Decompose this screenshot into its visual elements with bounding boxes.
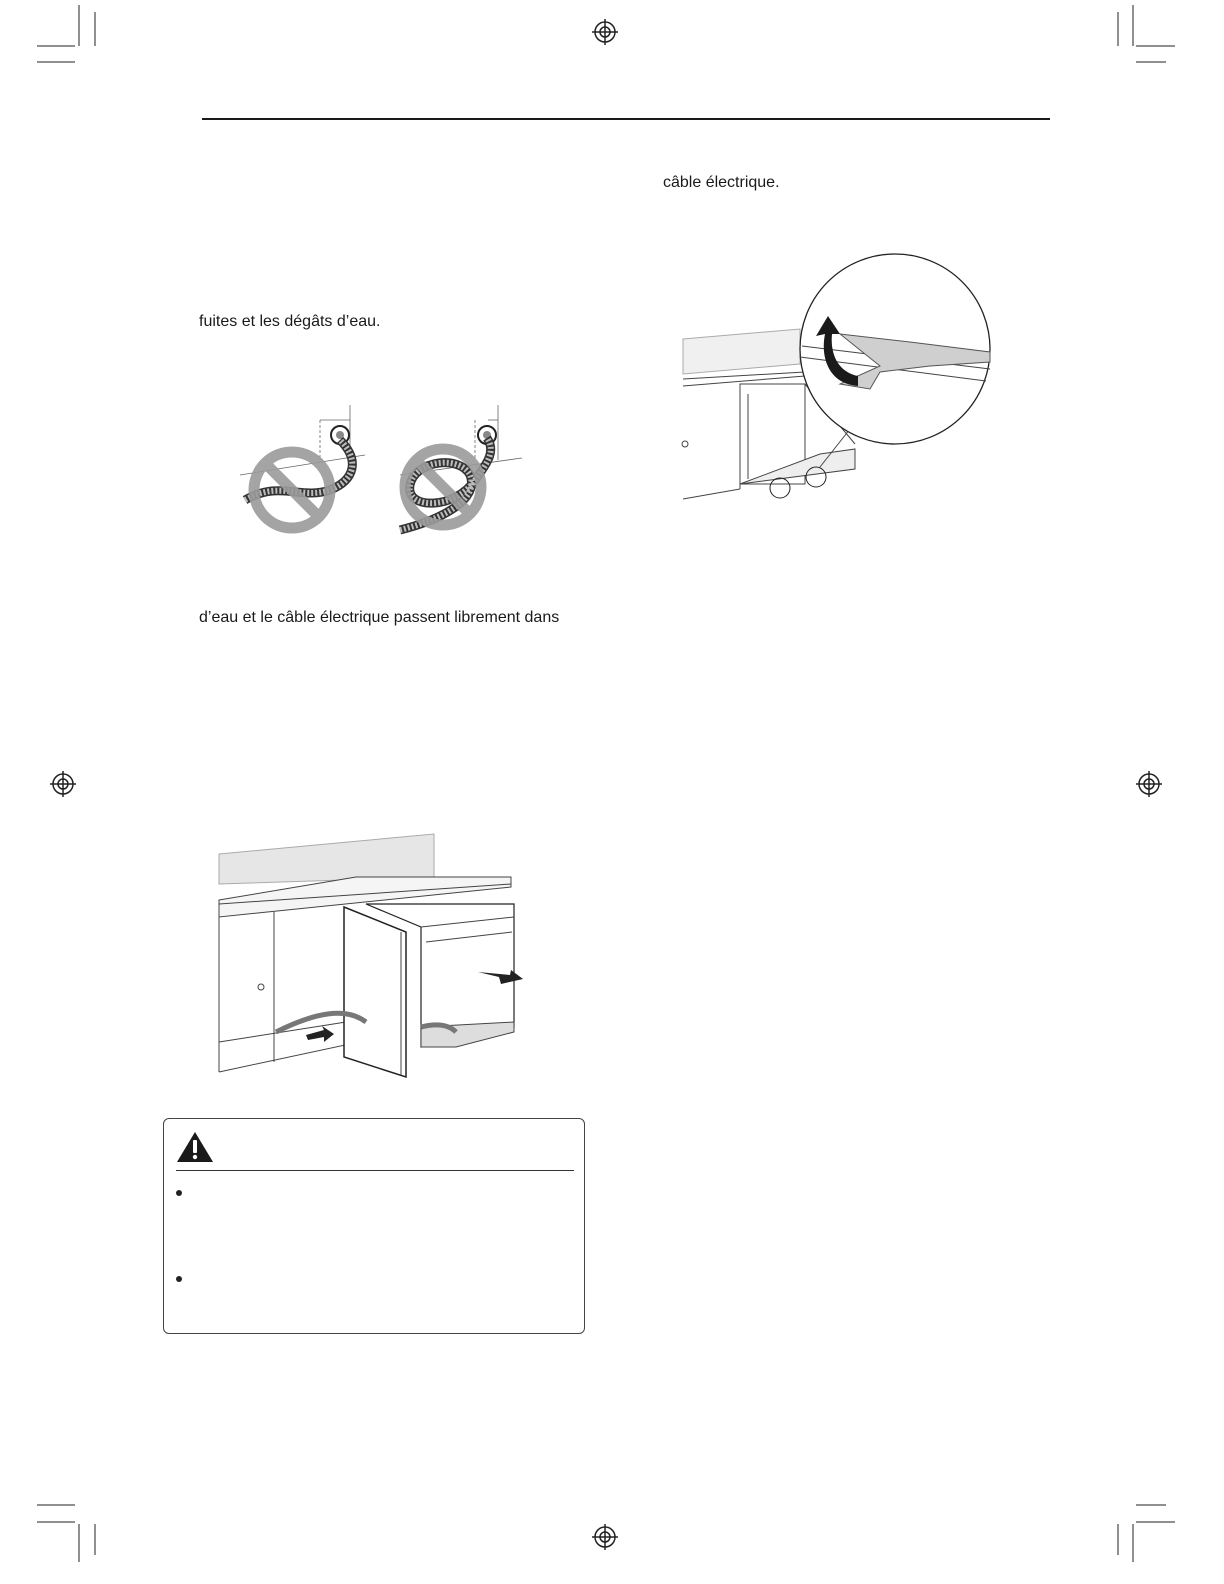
header-rule xyxy=(202,118,1050,120)
registration-crosshair-icon xyxy=(592,19,618,45)
warning-box xyxy=(163,1118,585,1334)
warning-triangle-icon xyxy=(176,1131,214,1163)
warning-divider xyxy=(176,1170,574,1171)
dishwasher-install-illustration xyxy=(216,832,536,1082)
tape-removal-detail-illustration xyxy=(680,254,1000,514)
hose-prohibited-illustration xyxy=(240,400,540,550)
registration-crosshair-icon xyxy=(1136,771,1162,797)
warning-bullet xyxy=(176,1276,182,1282)
arrow-icon xyxy=(306,1026,334,1042)
registration-crosshair-icon xyxy=(592,1524,618,1550)
left-text-line: d’eau et le câble électrique passent librement dans xyxy=(199,609,560,626)
right-text-line: câble électrique. xyxy=(663,174,780,191)
warning-bullet xyxy=(176,1190,182,1196)
left-text-line: fuites et les dégâts d’eau. xyxy=(199,313,381,330)
registration-crosshair-icon xyxy=(50,771,76,797)
